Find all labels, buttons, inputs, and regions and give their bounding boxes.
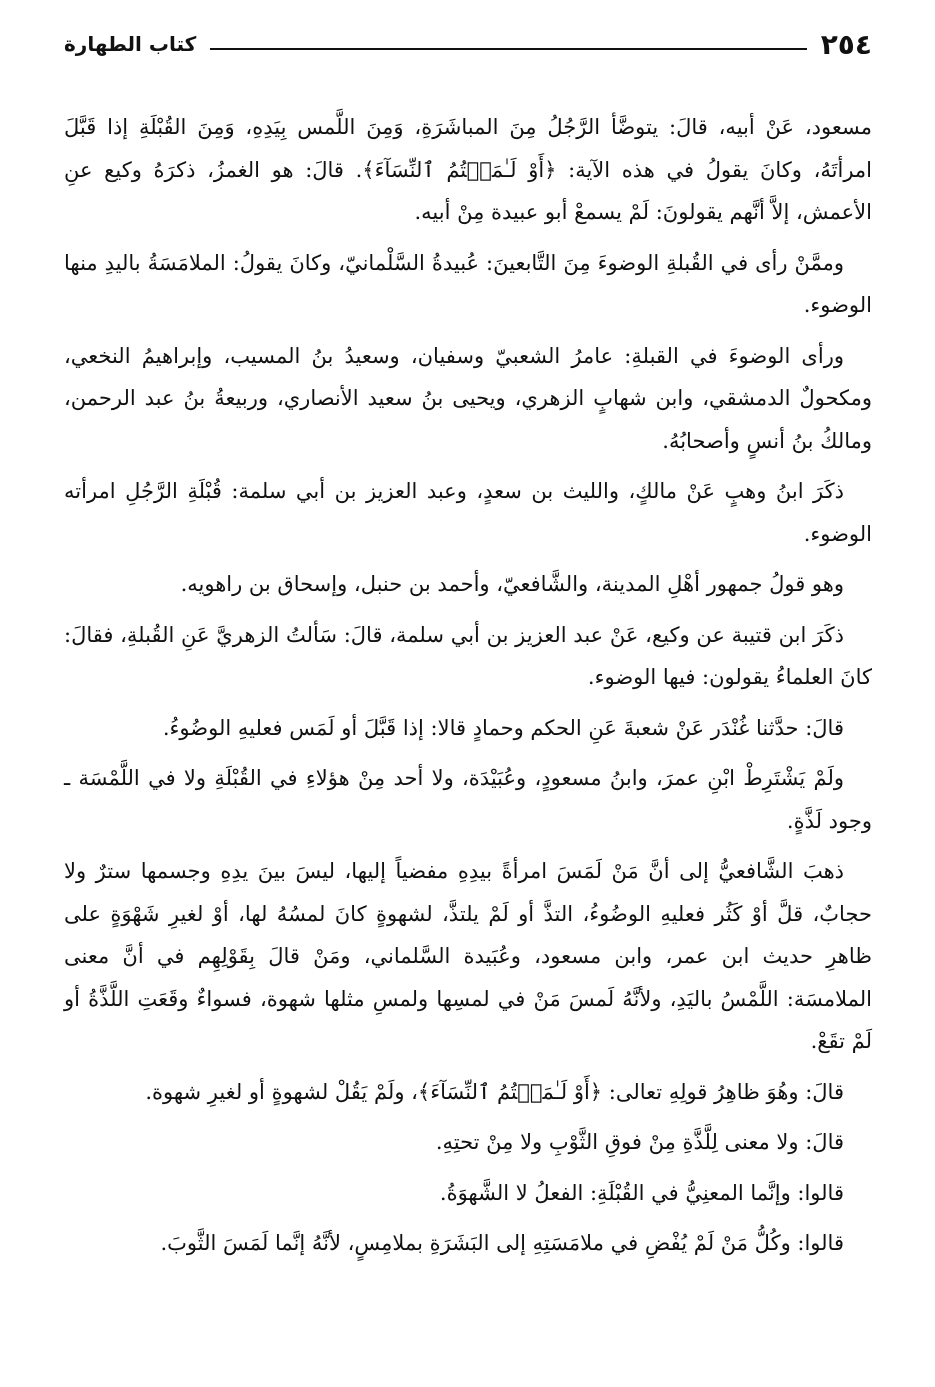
paragraph: مسعود، عَنْ أبيه، قالَ: يتوضَّأ الرَّجُلُ مِنَ المباشَرَةِ، وَمِنَ اللَّمس بِيَدِهِ، وَمِنَ القُبْلَةِ إذا قَبَّلَ امرأتَهُ، وكانَ يقولُ في هذه الآية: ﴿أَوْ لَـٰمَسۡتُمُ ٱلنِّسَآءَ﴾. قالَ: هو الغمزُ، ذكرَهُ وكيع عنِ الأعمش، إلاَّ أنَّهم يقولونَ: لَمْ يسمعْ أبو عبيدة مِنْ أبيه.: [64, 115, 872, 224]
paragraph: ولَمْ يَشْتَرِطْ ابْنِ عمرَ، وابنُ مسعودٍ، وعُبَيْدَة، ولا أحد مِنْ هؤلاءِ في القُبْلَةِ ولا في اللَّمْسَة ـ وجود لَذَّةٍ.: [64, 766, 872, 833]
body-text: [64, 106, 872, 1273]
paragraph: قالوا: وإنَّما المعنِيُّ في القُبْلَةِ: الفعلُ لا الشَّهوَةُ.: [439, 1180, 844, 1205]
paragraph: ذكَرَ ابن قتيبة عن وكيع، عَنْ عبد العزيز بن أبي سلمة، قالَ: سَألتُ الزهريَّ عَنِ القُبلةِ، فقالَ: كانَ العلماءُ يقولون: فيها الوضوء.: [64, 622, 872, 689]
paragraph: ذهبَ الشَّافعيُّ إلى أنَّ مَنْ لَمَسَ امرأةً بيدِهِ مفضياً إليها، ليسَ بينَ يدِهِ وجسمها سترٌ ولا حجابٌ، قلَّ أوْ كَثُر فعليهِ الوضُوءُ، التذَّ أو لَمْ يلتذَّ، لشهوةٍ كانَ لمسُهُ لها، أوْ لغيرِ شَهْوَةٍ على ظاهرِ حديث ابن عمر، وابن مسعود، وعُبَيدة السَّلماني، ومَنْ قالَ بِقَوْلِهِم في أنَّ معنى الملامسَة: اللَّمْسُ باليَدِ، ولأنَّهُ لَمسَ مَنْ في لمسِها ولمسِ مثلها شهوة، فسواءٌ وقَعَتِ اللَّذَّةُ أو لَمْ تقَعْ.: [64, 859, 872, 1053]
page-header: [64, 22, 872, 66]
paragraph: قالَ: حدَّثنا غُنْدَر عَنْ شعبةَ عَنِ الحكم وحمادٍ قالا: إذا قَبَّلَ أو لَمَس فعليهِ الوضُوءُ.: [162, 715, 844, 740]
book-title: كتاب الطهارة: [64, 32, 197, 56]
paragraph: قالَ: وهُوَ ظاهِرُ قولِهِ تعالى: ﴿أَوْ لَـٰمَسۡتُمُ ٱلنِّسَآءَ﴾، ولَمْ يَقُلْ لشهوةٍ أو لغيرِ شهوة.: [145, 1079, 844, 1104]
paragraph: وممَّنْ رأى في القُبلةِ الوضوءَ مِنَ التَّابعينَ: عُبيدةُ السَّلْمانيّ، وكانَ يقولُ: الملامَسَةُ باليدِ منها الوضوء.: [64, 250, 872, 317]
paragraph: قالوا: وكُلُّ مَنْ لَمْ يُفْضِ في ملامَسَتِهِ إلى البَشَرَةِ بملامِسٍ، لأنَّهُ إنَّما لَمَسَ الثَّوبَ.: [160, 1231, 844, 1255]
paragraph: ورأى الوضوءَ في القبلةِ: عامرُ الشعبيّ وسفيان، وسعيدُ بنُ المسيب، وإبراهيمُ النخعي، ومكحولٌ الدمشقي، وابن شهابٍ الزهري، ويحيى بنُ سعيد الأنصاري، وربيعةُ بنُ عبد الرحمن، ومالكُ بنُ أنسٍ وأصحابُهُ.: [64, 343, 872, 453]
paragraph: ذكَرَ ابنُ وهبٍ عَنْ مالكٍ، والليث بن سعدٍ، وعبد العزيز بن أبي سلمة: قُبْلَةِ الرَّجُلِ امرأته الوضوء.: [64, 479, 872, 546]
header-rule: [210, 48, 806, 50]
page-number: ٢٥٤: [820, 27, 872, 61]
paragraph: قالَ: ولا معنى لِلَّذَّةِ مِنْ فوقِ الثَّوْبِ ولا مِنْ تحتِهِ.: [435, 1130, 844, 1154]
paragraph: وهو قولُ جمهور أهْلِ المدينة، والشَّافعيّ، وأحمد بن حنبل، وإسحاق بن راهويه.: [180, 572, 844, 596]
